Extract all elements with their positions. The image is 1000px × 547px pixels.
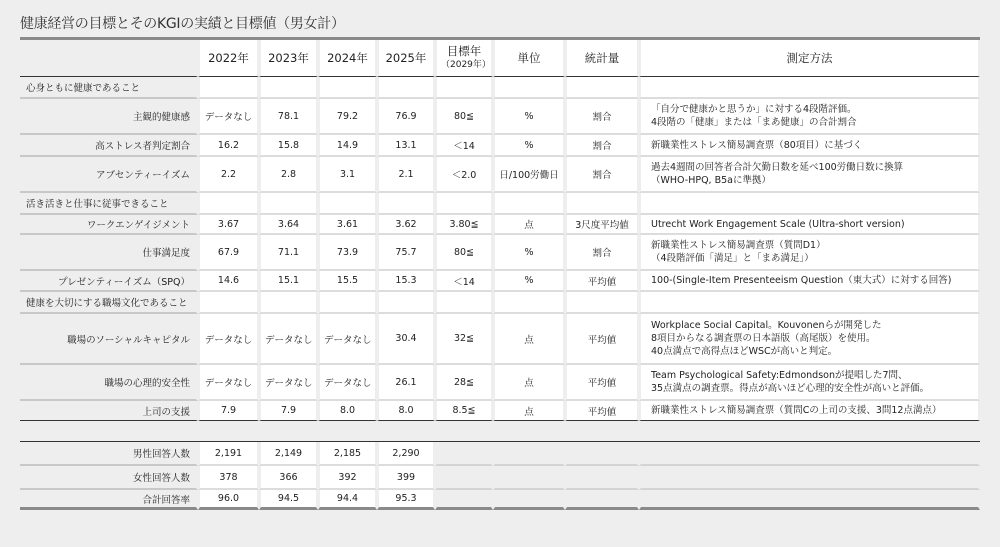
stat-cell: 割合 [565,99,639,135]
section-row [20,292,980,314]
method-line: 100-(Single-Item Presenteeism Question（東大式）に対する回答) [651,275,952,286]
stat-cell: 平均値 [565,401,639,421]
target-cell: ＜2.0 [435,157,493,193]
row-label: 仕事満足度 [20,235,198,271]
section-label: 健康を大切にする職場文化であること [20,292,198,314]
year-value-cell: データなし [259,365,318,401]
empty-cell [565,292,639,314]
unit-cell: 点 [493,365,565,401]
year-value-cell: 2.8 [259,157,318,193]
year-value-cell: 94.5 [259,490,318,510]
row-label: 主観的健康感 [20,99,198,135]
unit-cell: 点 [493,401,565,421]
year-value-cell: 2.1 [377,157,435,193]
header-label-blank [20,40,198,77]
row-label: 職場のソーシャルキャピタル [20,314,198,365]
table-row [20,215,980,235]
target-cell: 28≦ [435,365,493,401]
header-2023: 2023年 [259,40,318,77]
year-value-cell: 75.7 [377,235,435,271]
year-value-cell: 2,290 [377,442,435,466]
year-value-cell: 67.9 [198,235,259,271]
method-cell [639,157,980,193]
year-value-cell: 95.3 [377,490,435,510]
year-value-cell: 26.1 [377,365,435,401]
year-value-cell: 30.4 [377,314,435,365]
year-value-cell: データなし [318,365,377,401]
table-row [20,135,980,157]
header-target [435,40,493,77]
table-row [20,271,980,292]
year-value-cell: 14.9 [318,135,377,157]
row-label: ワークエンゲイジメント [20,215,198,235]
method-cell [639,401,980,421]
method-cell [639,365,980,401]
empty-cell [493,193,565,215]
response-row [20,490,980,510]
empty-cell [639,77,980,99]
empty-cell [318,292,377,314]
method-line: 40点満点で高得点ほどWSCが高いと判定。 [651,346,838,357]
empty-cell [377,292,435,314]
year-value-cell: 96.0 [198,490,259,510]
year-value-cell: 13.1 [377,135,435,157]
method-line: （WHO-HPQ, B5aに準拠） [651,175,771,186]
year-value-cell: データなし [259,314,318,365]
empty-cell [639,442,980,466]
year-value-cell: 3.64 [259,215,318,235]
year-value-cell: 2,149 [259,442,318,466]
year-value-cell: 392 [318,466,377,490]
empty-cell [493,490,565,510]
year-value-cell: 7.9 [259,401,318,421]
year-value-cell: 2,191 [198,442,259,466]
year-value-cell: 16.2 [198,135,259,157]
empty-cell [493,466,565,490]
row-label: 職場の心理的安全性 [20,365,198,401]
year-value-cell: 8.0 [377,401,435,421]
page-title: 健康経営の目標とそのKGIの実績と目標値（男女計） [20,16,345,32]
table-row [20,99,980,135]
target-cell: 80≦ [435,235,493,271]
empty-cell [435,490,493,510]
empty-cell [435,292,493,314]
empty-cell [318,77,377,99]
method-line: Team Psychological Safety:Edmondsonが提唱した7問、 [651,370,908,381]
method-cell [639,271,980,292]
year-value-cell: 3.61 [318,215,377,235]
year-value-cell: 3.67 [198,215,259,235]
header-method: 測定方法 [639,40,980,77]
empty-cell [493,292,565,314]
empty-cell [435,466,493,490]
stat-cell: 平均値 [565,271,639,292]
empty-cell [318,193,377,215]
table-row [20,157,980,193]
year-value-cell: 2,185 [318,442,377,466]
table-row [20,314,980,365]
row-label: 高ストレス者判定割合 [20,135,198,157]
stat-cell: 平均値 [565,314,639,365]
year-value-cell: データなし [198,99,259,135]
row-label: 合計回答率 [20,490,198,510]
empty-cell [435,193,493,215]
stat-cell: 割合 [565,235,639,271]
year-value-cell: 78.1 [259,99,318,135]
empty-cell [639,490,980,510]
empty-cell [565,466,639,490]
target-cell: 80≦ [435,99,493,135]
target-cell: 3.80≦ [435,215,493,235]
row-label: 女性回答人数 [20,466,198,490]
header-2022: 2022年 [198,40,259,77]
year-value-cell: 76.9 [377,99,435,135]
target-cell: 8.5≦ [435,401,493,421]
year-value-cell: 14.6 [198,271,259,292]
method-line: 35点満点の調査票。得点が高いほど心理的安全性が高いと評価。 [651,383,930,394]
response-row [20,466,980,490]
empty-cell [493,77,565,99]
method-line: 8項目からなる調査票の日本語版（高尾版）を使用。 [651,333,876,344]
year-value-cell: 79.2 [318,99,377,135]
empty-cell [565,490,639,510]
table-body [20,77,980,510]
year-value-cell: 2.2 [198,157,259,193]
table-row [20,401,980,421]
section-label: 活き活きと仕事に従事できること [20,193,198,215]
method-line: Workplace Social Capital。Kouvonenらが開発した [651,320,882,331]
spacer-row [20,421,980,442]
year-value-cell: 3.1 [318,157,377,193]
method-line: 新職業性ストレス簡易調査票（質問D1） [651,240,826,251]
empty-cell [493,442,565,466]
year-value-cell: 378 [198,466,259,490]
empty-cell [639,466,980,490]
year-value-cell: 15.1 [259,271,318,292]
spacer-cell [20,421,980,442]
empty-cell [259,193,318,215]
year-value-cell: 15.3 [377,271,435,292]
method-cell [639,135,980,157]
section-label: 心身ともに健康であること [20,77,198,99]
header-unit: 単位 [493,40,565,77]
empty-cell [198,77,259,99]
year-value-cell: 399 [377,466,435,490]
year-value-cell: データなし [198,314,259,365]
empty-cell [259,77,318,99]
section-row [20,193,980,215]
empty-cell [435,442,493,466]
method-cell [639,215,980,235]
method-line: 新職業性ストレス簡易調査票（80項目）に基づく [651,139,863,151]
header-target-year: （2029年） [441,60,491,70]
unit-cell: % [493,135,565,157]
empty-cell [565,442,639,466]
empty-cell [639,193,980,215]
unit-cell: % [493,99,565,135]
empty-cell [259,292,318,314]
method-cell [639,235,980,271]
table-row [20,365,980,401]
method-cell [639,99,980,135]
year-value-cell: 73.9 [318,235,377,271]
method-line: 過去4週間の回答者合計欠勤日数を延べ100労働日数に換算 [651,162,904,173]
response-row [20,442,980,466]
unit-cell: % [493,271,565,292]
header-2025: 2025年 [377,40,435,77]
empty-cell [198,193,259,215]
kgi-table [20,37,980,510]
year-value-cell: 8.0 [318,401,377,421]
empty-cell [565,193,639,215]
year-value-cell: 3.62 [377,215,435,235]
empty-cell [198,292,259,314]
header-stat: 統計量 [565,40,639,77]
stat-cell: 割合 [565,135,639,157]
header-2024: 2024年 [318,40,377,77]
unit-cell: % [493,235,565,271]
method-line: 「自分で健康かと思うか」に対する4段階評価。 [651,104,857,115]
unit-cell: 点 [493,314,565,365]
target-cell: 32≦ [435,314,493,365]
unit-cell: 日/100労働日 [493,157,565,193]
header-target-label: 目標年 [446,44,482,58]
year-value-cell: 7.9 [198,401,259,421]
row-label: プレゼンティーイズム（SPQ） [20,271,198,292]
method-line: Utrecht Work Engagement Scale (Ultra-short version) [651,218,905,230]
row-label: 上司の支援 [20,401,198,421]
row-label: 男性回答人数 [20,442,198,466]
unit-cell: 点 [493,215,565,235]
empty-cell [377,193,435,215]
year-value-cell: 94.4 [318,490,377,510]
year-value-cell: 15.5 [318,271,377,292]
stat-cell: 平均値 [565,365,639,401]
stat-cell: 3尺度平均値 [565,215,639,235]
method-line: （4段階評価「満足」と「まあ満足」） [651,253,814,264]
target-cell: ＜14 [435,271,493,292]
empty-cell [377,77,435,99]
year-value-cell: 366 [259,466,318,490]
method-line: 4段階の「健康」または「まあ健康」の合計割合 [651,117,857,128]
empty-cell [435,77,493,99]
year-value-cell: 71.1 [259,235,318,271]
section-row [20,77,980,99]
header-row [20,40,980,77]
table-row [20,235,980,271]
method-cell [639,314,980,365]
year-value-cell: 15.8 [259,135,318,157]
year-value-cell: データなし [318,314,377,365]
stat-cell: 割合 [565,157,639,193]
row-label: アブセンティーイズム [20,157,198,193]
target-cell: ＜14 [435,135,493,157]
method-line: 新職業性ストレス簡易調査票（質問Cの上司の支援、3問12点満点） [651,405,942,416]
empty-cell [639,292,980,314]
year-value-cell: データなし [198,365,259,401]
empty-cell [565,77,639,99]
